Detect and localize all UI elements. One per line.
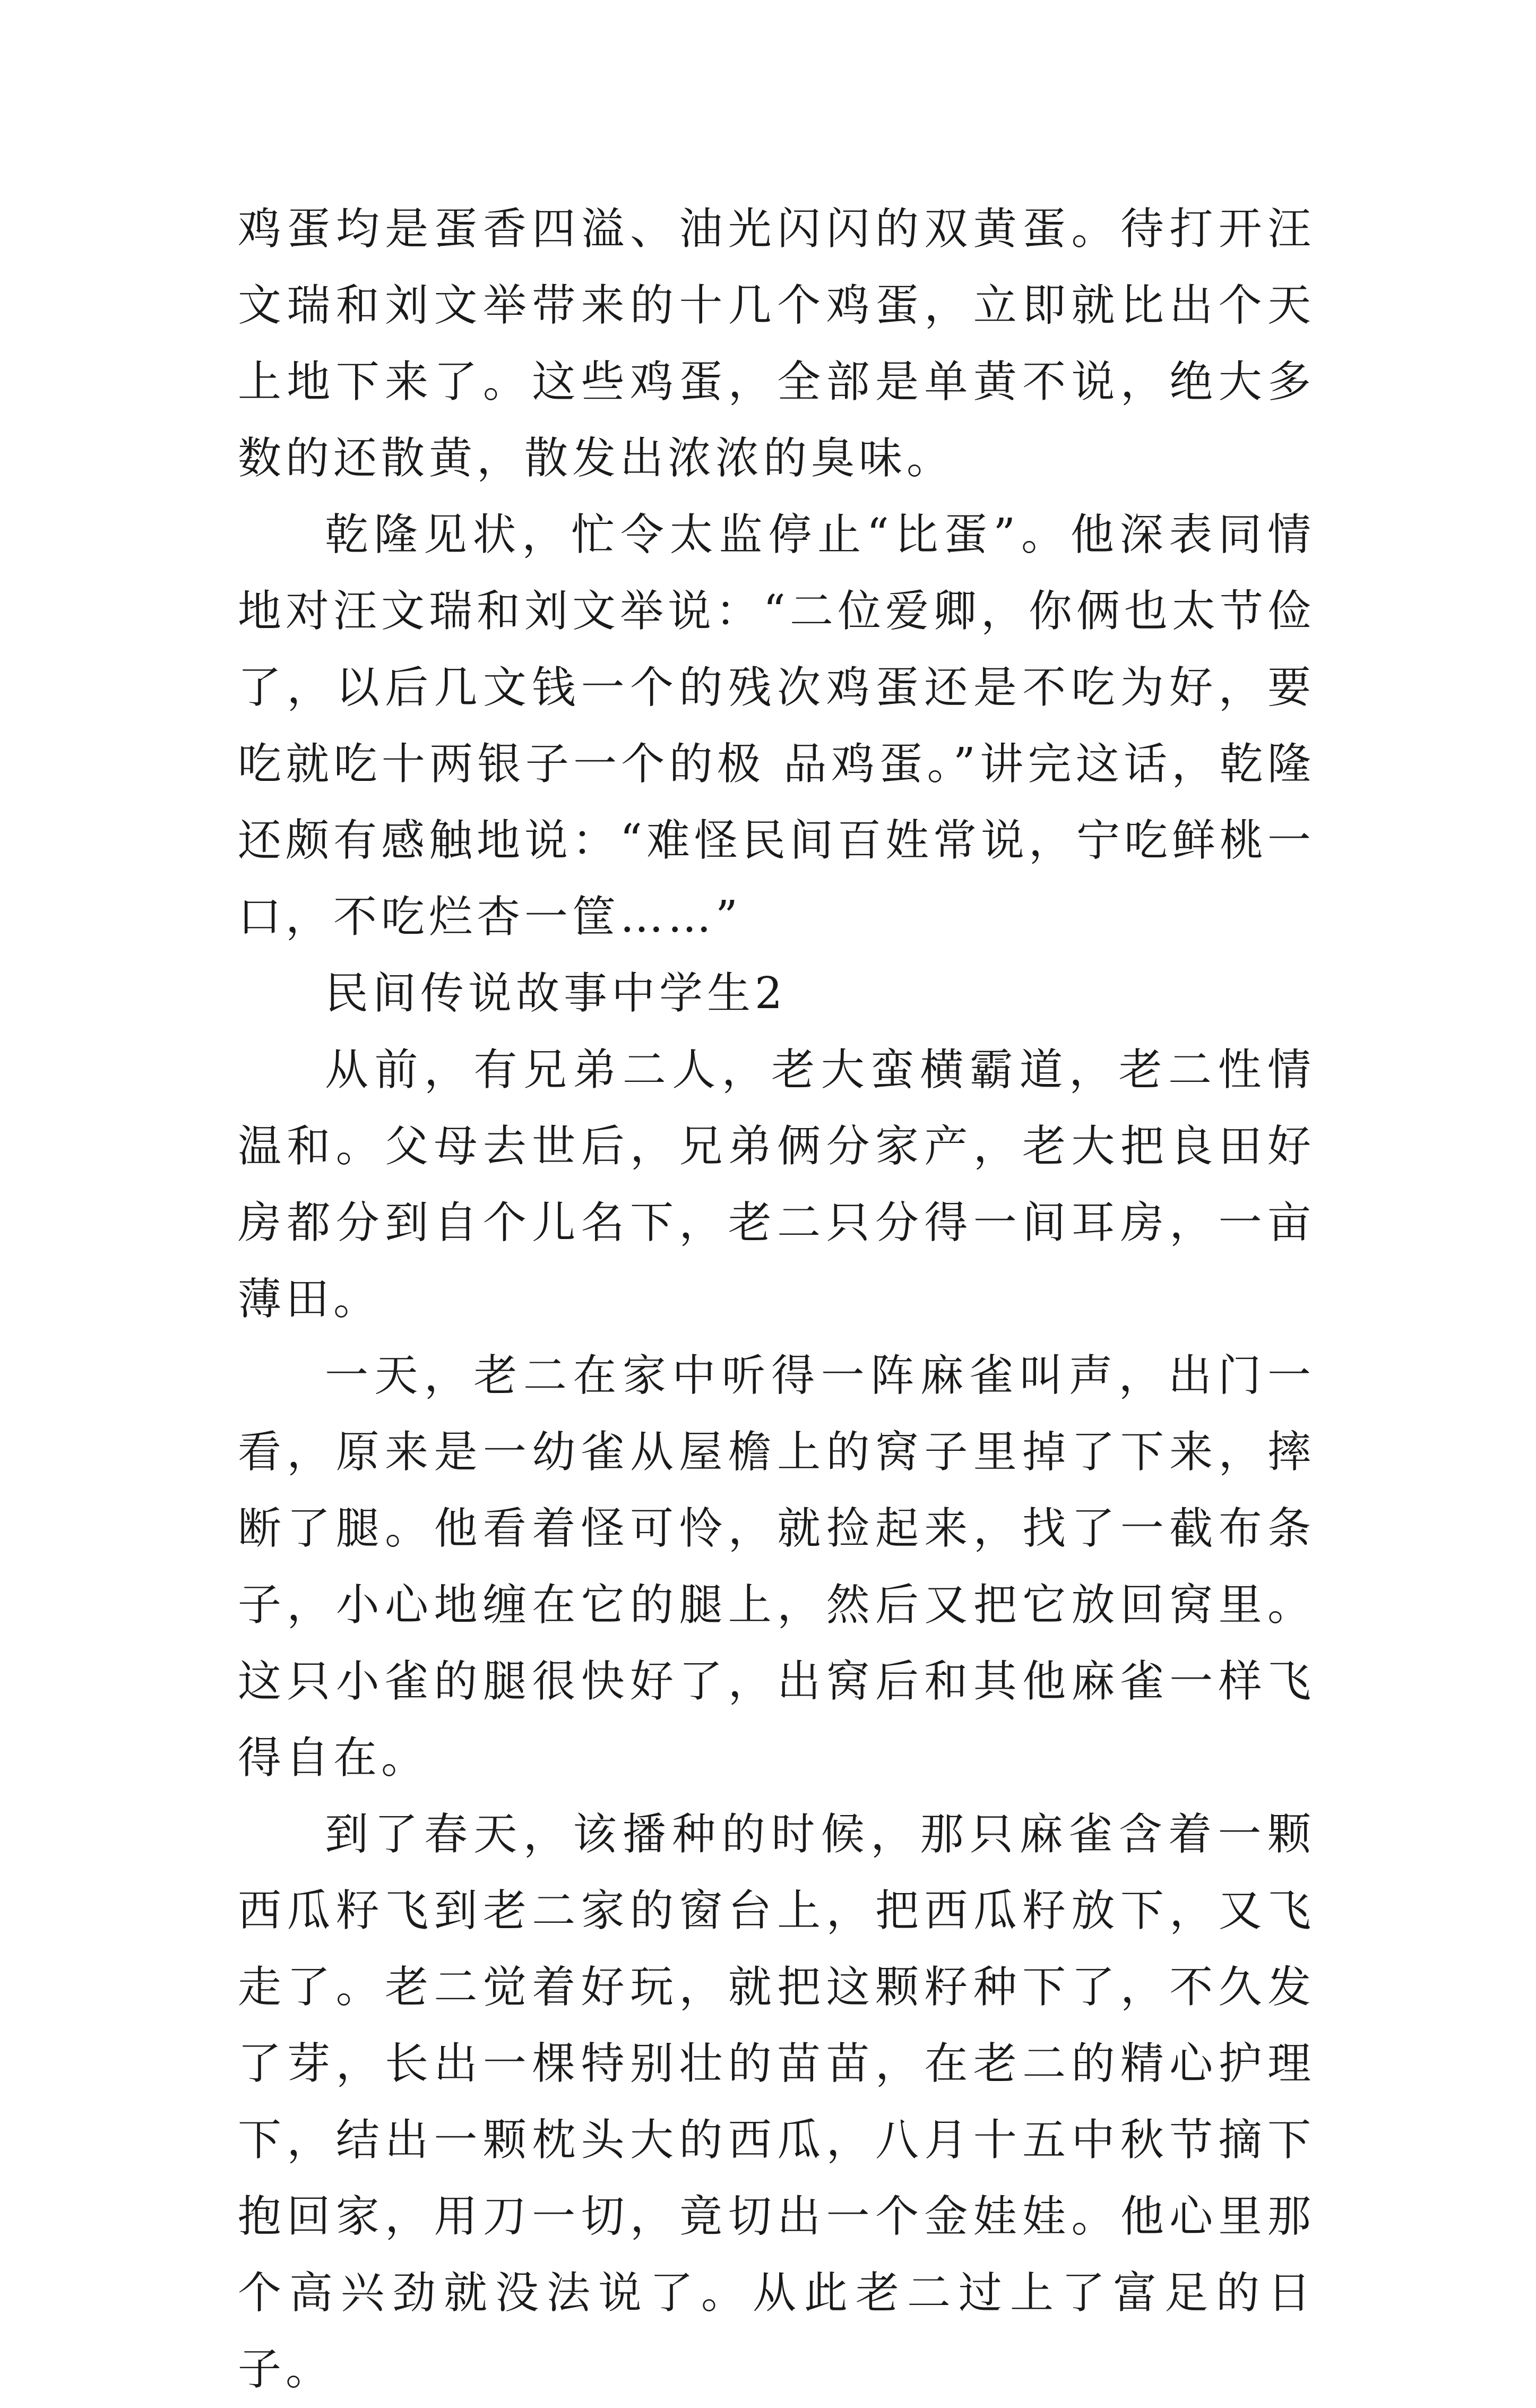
paragraph: 从前，有兄弟二人，老大蛮横霸道，老二性情温和。父母去世后，兄弟俩分家产，老大把良田好房都分到自个儿名下，老二只分得一间耳房，一亩薄田。 [238,1045,1315,1325]
paragraph: 一天，老二在家中听得一阵麻雀叫声，出门一看，原来是一幼雀从屋檐上的窝子里掉了下来，摔断了腿。他看着怪可怜，就捡起来，找了一截布条子，小心地缠在它的腿上，然后又把它放回窝里。这只小雀的腿很快好了，出窝后和其他麻雀一样飞得自在。 [238,1351,1315,1783]
section-heading: 民间传说故事中学生2 [325,968,787,1019]
document-body [238,191,1315,2408]
paragraph: 乾隆见状，忙令太监停止“比蛋”。他深表同情地对汪文瑞和刘文举说：“二位爱卿，你俩也太节俭了，以后几文钱一个的残次鸡蛋还是不吃为好，要吃就吃十两银子一个的极 品鸡蛋。”讲完这话，乾隆还颇有感触地说：“难怪民间百姓常说，宁吃鲜桃一口，不吃烂杏一筐……” [238,510,1315,942]
paragraph-continuation: 鸡蛋均是蛋香四溢、油光闪闪的双黄蛋。待打开汪文瑞和刘文举带来的十几个鸡蛋，立即就比出个天上地下来了。这些鸡蛋，全部是单黄不说，绝大多数的还散黄，散发出浓浓的臭味。 [238,204,1315,484]
paragraph: 到了春天，该播种的时候，那只麻雀含着一颗西瓜籽飞到老二家的窗台上，把西瓜籽放下，又飞走了。老二觉着好玩，就把这颗籽种下了，不久发了芽，长出一棵特别壮的苗苗，在老二的精心护理下，结出一颗枕头大的西瓜，八月十五中秋节摘下抱回家，用刀一切，竟切出一个金娃娃。他心里那个高兴劲就没法说了。从此老二过上了富足的日子。 [238,1809,1315,2395]
